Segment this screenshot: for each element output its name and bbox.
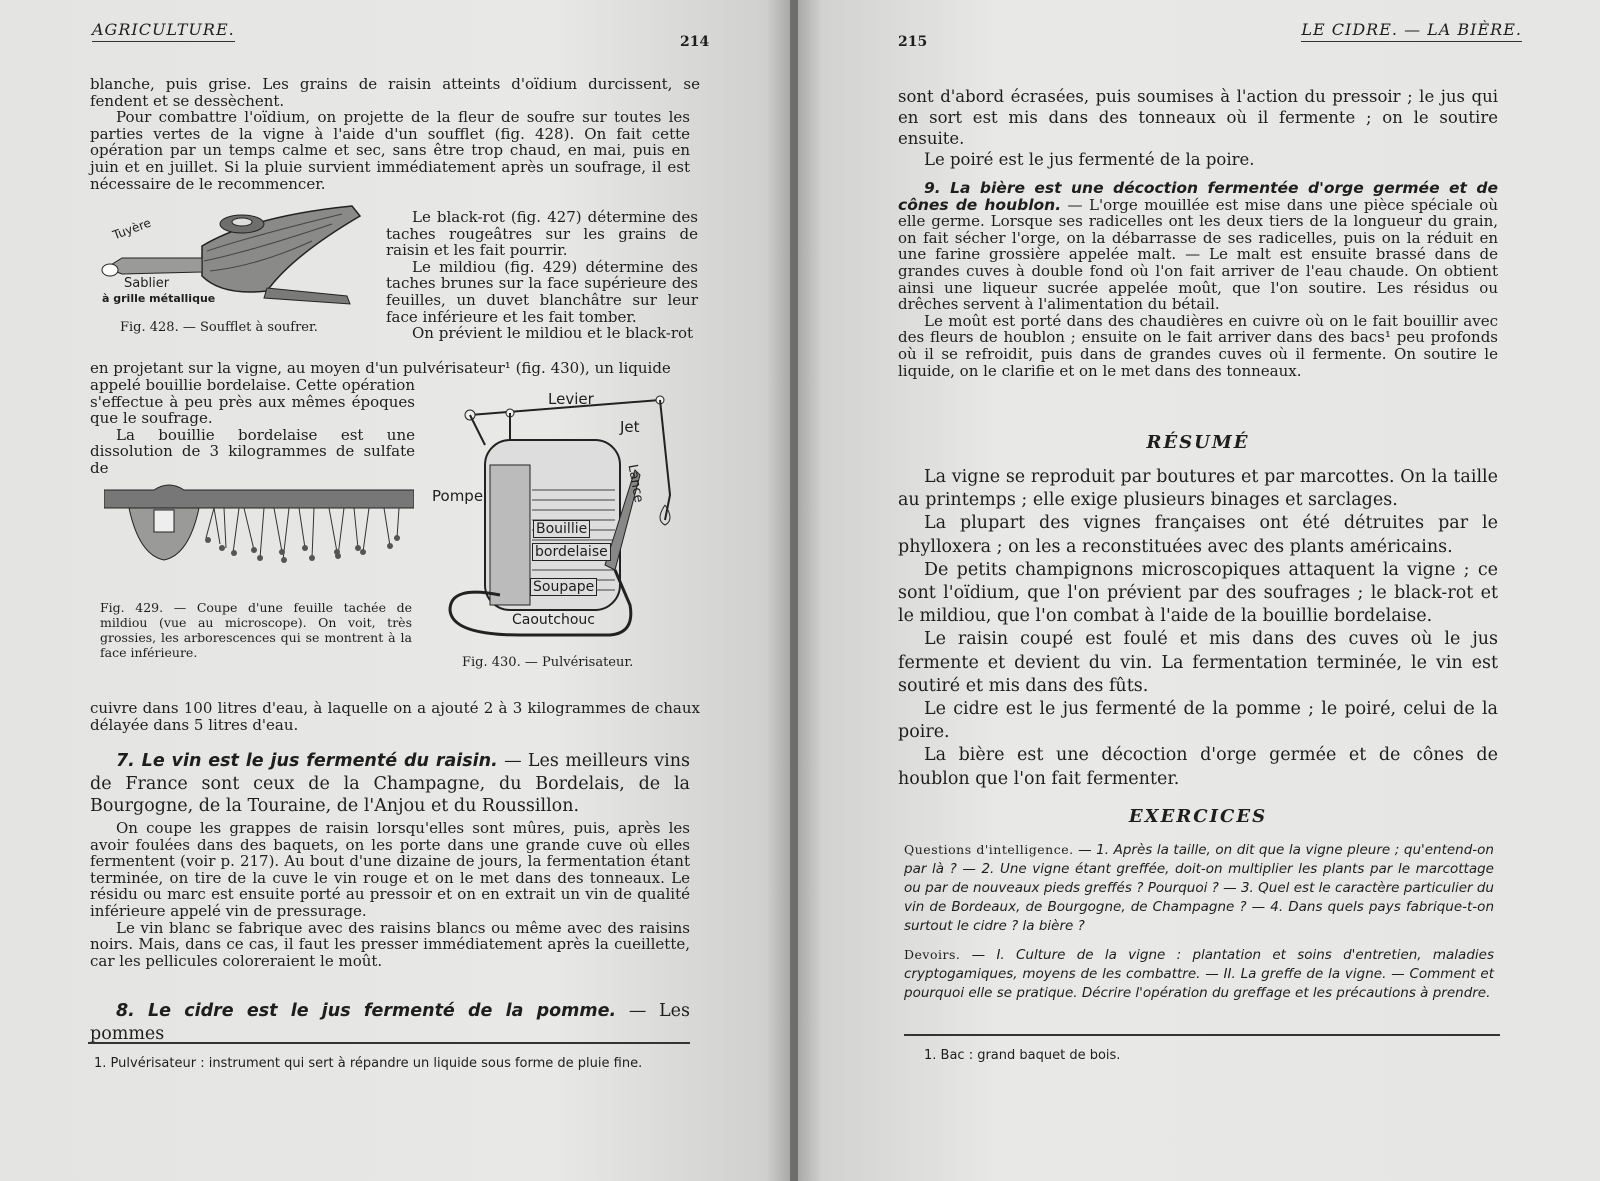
- paragraph: appelé bouillie bordelaise. Cette opération s'effectue à peu près aux mêmes époques que le soufrage.: [90, 376, 415, 428]
- section-7-text: — Les meilleurs vins de France sont ceux de la Champagne, du Bordelais, de la Bourgogne, de la Touraine, de l'Anjou et du Roussillon.: [90, 751, 690, 816]
- page-number-left: 214: [680, 34, 710, 50]
- right-text-top: [898, 86, 1498, 170]
- running-head-left: AGRICULTURE.: [92, 20, 235, 42]
- devoirs-block: [904, 945, 1494, 1003]
- label-tuyere: Tuyère: [110, 215, 153, 243]
- paragraph: en projetant sur la vigne, au moyen d'un pulvérisateur¹ (fig. 430), un liquide: [90, 359, 671, 377]
- section-8-text: — Les pommes: [90, 1001, 690, 1044]
- resume-item: Le cidre est le jus fermenté de la pomme ; le poiré, celui de la poire.: [898, 699, 1498, 743]
- section-9-text: — L'orge mouillée est mise dans une pièce spéciale où elle germe. Lorsque ses radicelles ont les deux tiers de la longueur du grain, on fait sécher l'orge, on la débarrasse de ses radicelles, puis on la réduit en une farine grossière appelée malt. — Le malt est ensuite brassé dans de grandes cuves à double fond où l'on fait arriver de l'eau chaude. On obtient ainsi une liqueur sucrée appelée moût, que l'on soutire. Les résidus ou drêches servent à l'alimentation du bétail.: [898, 195, 1498, 314]
- left-text-left-col: [90, 377, 415, 477]
- fig428-caption: Fig. 428. — Soufflet à soufrer.: [120, 320, 318, 335]
- paragraph: Le vin blanc se fabrique avec des raisins blancs ou même avec des raisins noirs. Mais, dans ce cas, il faut les presser immédiatement après la cueillette, car les pellicules coloreraient le moût.: [90, 918, 690, 970]
- right-page: [798, 0, 1600, 1181]
- section-9: [898, 180, 1498, 379]
- resume-item: La vigne se reproduit par boutures et par marcottes. On la taille au printemps ; elle exige plusieurs binages et sarclages.: [898, 467, 1498, 511]
- resume-list: [898, 466, 1498, 791]
- paragraph: Le moût est porté dans des chaudières en cuivre où on le fait bouillir avec des fleurs de houblon ; ensuite on le fait arriver dans des bacs¹ peu profonds où il se refroidit, puis dans de grandes cuves où il fermente. On soutire le liquide, on le clarifie et on le met dans des tonneaux.: [898, 311, 1498, 380]
- footnote-left: 1. Pulvérisateur : instrument qui sert à répandre un liquide sous forme de pluie fine.: [94, 1056, 643, 1071]
- page-number-right: 215: [898, 34, 928, 50]
- label-levier: Levier: [548, 390, 594, 408]
- label-soupape: Soupape: [530, 578, 597, 596]
- left-page: [0, 0, 790, 1181]
- paragraph: Le black-rot (fig. 427) détermine des taches rougeâtres sur les grains de raisin et les fait pourrir.: [386, 208, 698, 260]
- resume-item: Le raisin coupé est foulé et mis dans des cuves où le jus fermente et devient du vin. La fermentation terminée, le vin est soutiré et mis dans des fûts.: [898, 629, 1498, 696]
- paragraph: On prévient le mildiou et le black-rot: [412, 324, 694, 343]
- section-7-title: 7. Le vin est le jus fermenté du raisin.: [116, 751, 498, 771]
- leaf-section-illustration: [104, 480, 414, 585]
- fig429-caption: Fig. 429. — Coupe d'une feuille tachée de mildiou (vue au microscope). On voit, très grossies, les arborescences qui se montrent à la face inférieure.: [100, 600, 412, 660]
- resume-item: La bière est une décoction d'orge germée et de cônes de houblon que l'on fait fermenter.: [898, 745, 1498, 789]
- left-text-cuivre: [90, 700, 700, 733]
- label-pompe: Pompe: [432, 487, 484, 505]
- questions-label: Questions d'intelligence.: [904, 842, 1074, 857]
- devoirs-text: — I. Culture de la vigne : plantation et soins d'entretien, maladies cryptogamiques, moyens de les combattre. — II. La greffe de la vigne. — Comment et pourquoi elle se pratique. Décrire l'opération du greffage et les précautions à prendre.: [904, 947, 1494, 1001]
- book-gutter: [790, 0, 798, 1181]
- paragraph: Le poiré est le jus fermenté de la poire.: [924, 150, 1255, 169]
- paragraph: cuivre dans 100 litres d'eau, à laquelle on a ajouté 2 à 3 kilogrammes de chaux délayée dans 5 litres d'eau.: [90, 699, 700, 734]
- resume-item: La plupart des vignes françaises ont été détruites par le phylloxera ; on les a reconstituées avec des plants américains.: [898, 513, 1498, 557]
- left-text-top: [90, 76, 700, 192]
- label-grille: à grille métallique: [102, 292, 216, 305]
- label-lance: Lance: [624, 463, 647, 504]
- label-sablier: Sablier: [124, 276, 170, 291]
- paragraph: La bouillie bordelaise est une dissolution de 3 kilogrammes de sulfate de: [90, 425, 415, 477]
- label-jet: Jet: [620, 418, 640, 436]
- label-caoutchouc: Caoutchouc: [512, 612, 595, 628]
- label-bordelaise: bordelaise: [532, 543, 611, 561]
- resume-item: De petits champignons microscopiques attaquent la vigne ; ce sont l'oïdium, que l'on prévient par des soufrages ; le black-rot et le mildiou, que l'on combat à l'aide de la bouillie bordelaise.: [898, 559, 1498, 627]
- resume-title: RÉSUMÉ: [1146, 432, 1250, 453]
- paragraph: Le mildiou (fig. 429) détermine des taches brunes sur la face supérieure des feuilles, un duvet blanchâtre sur leur face inférieure et les fait tomber.: [386, 257, 698, 326]
- footnote-rule: [904, 1034, 1500, 1036]
- section-8-title: 8. Le cidre est le jus fermenté de la pomme.: [116, 1001, 617, 1021]
- section-8: [90, 1000, 690, 1045]
- label-bouillie: Bouillie: [533, 520, 590, 538]
- footnote-right: 1. Bac : grand baquet de bois.: [924, 1048, 1121, 1063]
- left-text-prevent: [90, 360, 700, 377]
- running-head-right: LE CIDRE. — LA BIÈRE.: [1301, 20, 1522, 42]
- exercices-title: EXERCICES: [1128, 806, 1268, 827]
- paragraph: On coupe les grappes de raisin lorsqu'elles sont mûres, puis, après les avoir foulées dans des baquets, on les porte dans une grande cuve où elles fermentent (voir p. 217). Au bout d'une dizaine de jours, la fermentation étant terminée, on tire de la cuve le vin rouge et on le met dans des tonneaux. Le résidu ou marc est ensuite porté au pressoir et on en extrait un vin de qualité inférieure appelé vin de pressurage.: [90, 819, 690, 920]
- footnote-rule: [88, 1042, 690, 1044]
- questions-block: [904, 840, 1494, 936]
- section-9-title: 9. La bière est une décoction fermentée d'orge germée et de cônes de houblon.: [898, 179, 1498, 214]
- paragraph: Pour combattre l'oïdium, on projette de la fleur de soufre sur toutes les parties vertes de la vigne à l'aide d'un soufflet (fig. 428). On fait cette opération par un temps calme et sec, sans être trop chaud, en mai, puis en juin et en juillet. Si la pluie survient immédiatement après un soufrage, il est nécessaire de le recommencer.: [90, 108, 690, 193]
- devoirs-label: Devoirs.: [904, 947, 961, 962]
- paragraph: blanche, puis grise. Les grains de raisin atteints d'oïdium durcissent, se fendent et se dessèchent.: [90, 75, 700, 110]
- section-7: [90, 750, 690, 818]
- fig430-caption: Fig. 430. — Pulvérisateur.: [462, 655, 634, 670]
- left-text-right-col: [386, 209, 698, 342]
- paragraph: sont d'abord écrasées, puis soumises à l'action du pressoir ; le jus qui en sort est mis dans des tonneaux où il fermente ; on le soutire ensuite.: [898, 87, 1498, 148]
- questions-text: — 1. Après la taille, on dit que la vigne pleure ; qu'entend-on par là ? — 2. Une vigne étant greffée, doit-on multiplier les plants par le marcottage ou par de nouveaux pieds greffés ? Pourquoi ? — 3. Quel est le caractère particulier du vin de Bordeaux, de Bourgogne, de Champagne ? — 4. Dans quels pays fabrique-t-on surtout le cidre ? la bière ?: [904, 842, 1494, 934]
- left-text-bottom: [90, 820, 690, 969]
